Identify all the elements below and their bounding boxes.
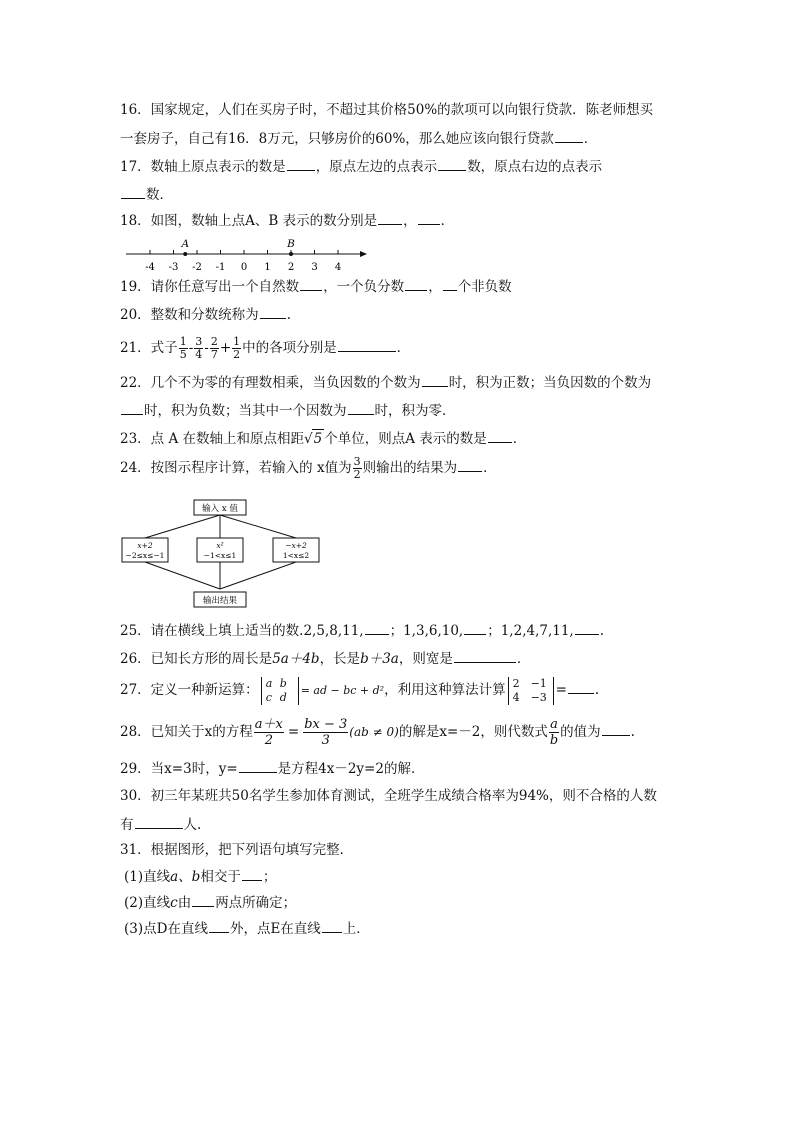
determinant-numbers: 2 −1 4 −3 bbox=[508, 677, 554, 705]
answer-blank[interactable] bbox=[338, 338, 396, 352]
question-26-line bbox=[120, 649, 530, 668]
q24-text-2: 则输出的结果为 bbox=[362, 460, 458, 476]
answer-blank[interactable] bbox=[602, 722, 630, 736]
axis-tick-label: 1 bbox=[264, 262, 271, 273]
q22-text-2: 时，积为正数；当负因数的个数为 bbox=[448, 375, 652, 391]
q31-text-1: 31．根据图形，把下列语句填写完整． bbox=[120, 842, 354, 858]
flow-mid-expr: x² bbox=[216, 541, 224, 550]
axis-tick-label: 4 bbox=[334, 262, 342, 273]
axis-tick-label: -3 bbox=[168, 262, 179, 273]
q28-text-2: 的解是x=－2，则代数式 bbox=[398, 724, 548, 740]
answer-blank[interactable] bbox=[121, 401, 143, 415]
q26-text-3: ，则宽是 bbox=[398, 651, 453, 667]
question-24-line bbox=[120, 453, 497, 483]
q18-text-3: ． bbox=[440, 213, 455, 229]
answer-blank[interactable] bbox=[405, 277, 427, 291]
q17-text-2: ，原点左边的点表示 bbox=[315, 159, 438, 175]
q31-item-1-end: ； bbox=[262, 869, 277, 885]
axis-tick-label: -4 bbox=[145, 262, 155, 273]
question-20-line bbox=[120, 305, 291, 324]
q21-text-1: 21．式子 bbox=[120, 340, 178, 356]
question-30-line-2 bbox=[120, 815, 201, 834]
q22-text-3: 时，积为负数；当其中一个因数为 bbox=[144, 403, 347, 419]
q31-item-1-text-b: 相交于 bbox=[200, 869, 241, 885]
math-variables: c bbox=[170, 895, 178, 911]
q24-text-1: 24．按图示程序计算，若输入的 x值为 bbox=[120, 460, 352, 476]
q19-text-3: ， bbox=[428, 279, 442, 295]
axis-tick-label: -1 bbox=[215, 262, 226, 273]
question-21-line bbox=[120, 333, 410, 363]
q30-text-1: 30．初三年某班共50名学生参加体育测试，全班学生成绩合格率为94%，则不合格的人数 bbox=[120, 788, 657, 804]
fraction: $\frac{1}{2}$ bbox=[233, 335, 241, 361]
q27-text-3: . bbox=[594, 682, 600, 698]
q31-item-1-text: (1)直线 bbox=[124, 869, 171, 885]
answer-blank[interactable] bbox=[458, 458, 482, 472]
operator: - bbox=[204, 340, 209, 356]
q17-text-4: 数． bbox=[146, 187, 173, 203]
answer-blank[interactable] bbox=[568, 680, 594, 694]
condition-text: (ab ≠ 0) bbox=[349, 725, 399, 739]
answer-blank[interactable] bbox=[135, 815, 183, 829]
q16-text-1: 16．国家规定，人们在买房子时，不超过其价格50%的款项可以向银行贷款．陈老师想买 bbox=[120, 102, 654, 118]
answer-blank[interactable] bbox=[418, 211, 440, 225]
q23-text-2: 个单位，则点A 表示的数是 bbox=[324, 431, 487, 447]
q17-text-3: 数，原点右边的点表示 bbox=[467, 159, 603, 175]
q25-text-4: . bbox=[599, 623, 605, 639]
question-28-line bbox=[120, 715, 635, 749]
equals-sign: = bbox=[555, 682, 567, 698]
determinant-abcd: a b c d bbox=[261, 677, 299, 705]
q29-text-1: 29．当x=3时，y= bbox=[120, 761, 238, 777]
operator: - bbox=[188, 340, 194, 356]
point-b-label: B bbox=[287, 238, 295, 250]
q17-text-1: 17．数轴上原点表示的数是 bbox=[120, 159, 286, 175]
flow-right-expr: −x+2 bbox=[285, 541, 307, 550]
q19-text-4: 个非负数 bbox=[457, 279, 512, 295]
q18-text-1: 18．如图，数轴上点A、B 表示的数分别是 bbox=[120, 213, 378, 229]
q31-item-2-end: 两点所确定； bbox=[215, 895, 297, 911]
question-25-line bbox=[120, 621, 604, 640]
axis-tick-label: -2 bbox=[192, 262, 202, 273]
point-a-dot bbox=[183, 252, 187, 256]
question-18-line bbox=[120, 211, 454, 230]
q30-text-3: 人. bbox=[183, 817, 202, 833]
answer-blank[interactable] bbox=[121, 185, 145, 199]
question-16-line-2 bbox=[120, 129, 597, 148]
q16-end: ． bbox=[583, 131, 598, 147]
answer-blank[interactable] bbox=[575, 621, 599, 635]
answer-blank[interactable] bbox=[209, 919, 229, 933]
fraction: $\frac{a}{b}$ bbox=[549, 717, 559, 748]
answer-blank[interactable] bbox=[438, 157, 466, 171]
answer-blank[interactable] bbox=[300, 277, 322, 291]
sqrt-radicand: 5 bbox=[313, 431, 323, 447]
answer-blank[interactable] bbox=[365, 621, 389, 635]
flow-left-cond: −2≤x≤−1 bbox=[125, 551, 165, 560]
q28-text-4: . bbox=[630, 724, 635, 740]
question-31-item-2 bbox=[124, 893, 296, 912]
program-flowchart bbox=[118, 495, 328, 615]
q27-text-2: ，利用这种算法计算 bbox=[384, 682, 506, 698]
answer-blank[interactable] bbox=[443, 277, 457, 291]
question-17-line-1 bbox=[120, 157, 602, 176]
answer-blank[interactable] bbox=[348, 401, 374, 415]
answer-blank[interactable] bbox=[287, 157, 315, 171]
answer-blank[interactable] bbox=[322, 919, 342, 933]
fraction: $\frac{bx - 3}{3}$ bbox=[304, 717, 348, 748]
axis-arrow-icon bbox=[360, 251, 367, 257]
question-31-item-3 bbox=[124, 919, 370, 938]
question-22-line-2 bbox=[120, 401, 456, 420]
q26-text-4: ． bbox=[516, 651, 531, 667]
fraction: $\frac{3}{4}$ bbox=[195, 335, 203, 361]
q24-text-3: ． bbox=[483, 460, 497, 476]
q26-text-2: ，长是 bbox=[319, 651, 361, 667]
math-expression: b＋3a bbox=[360, 651, 399, 667]
q31-item-2-text: (2)直线 bbox=[124, 895, 171, 911]
flow-left-expr: x+2 bbox=[137, 541, 153, 550]
q25-text-3: ；1,2,4,7,11, bbox=[487, 623, 574, 639]
flow-mid-cond: −1<x≤1 bbox=[203, 551, 237, 560]
q23-text-3: ． bbox=[512, 431, 527, 447]
answer-blank[interactable] bbox=[464, 621, 486, 635]
question-22-line-1 bbox=[120, 373, 651, 392]
question-31-item-1 bbox=[124, 867, 276, 886]
fraction: $\frac{2}{7}$ bbox=[210, 335, 218, 361]
axis-tick-label: 0 bbox=[240, 262, 248, 273]
q29-text-2: 是方程4x－2y=2的解． bbox=[277, 761, 425, 777]
operation-definition: = ad − bc + d² bbox=[300, 684, 385, 697]
point-b-dot bbox=[289, 252, 293, 256]
q21-text-3: ． bbox=[396, 340, 411, 356]
math-variables: a、b bbox=[170, 869, 201, 885]
q26-text-1: 26．已知长方形的周长是 bbox=[120, 651, 273, 667]
q31-item-3-text: (3)点D在直线 bbox=[124, 921, 208, 937]
answer-blank[interactable] bbox=[422, 373, 448, 387]
question-16-line-1 bbox=[120, 101, 653, 119]
q25-text-1: 25．请在横线上填上适当的数.2,5,8,11, bbox=[120, 623, 364, 639]
q25-text-2: ；1,3,6,10, bbox=[389, 623, 464, 639]
q31-item-3-text-b: 外，点E在直线 bbox=[229, 921, 321, 937]
question-17-line-2 bbox=[120, 185, 173, 204]
flow-right-cond: 1<x≤2 bbox=[282, 551, 310, 560]
fraction: $\frac{a+x}{2}$ bbox=[254, 717, 283, 748]
question-31-line bbox=[120, 841, 353, 859]
q27-text-1: 27．定义一种新运算： bbox=[120, 682, 259, 698]
q31-item-2-text-b: 由 bbox=[177, 895, 192, 911]
answer-blank[interactable] bbox=[260, 305, 286, 319]
operator: + bbox=[219, 340, 232, 356]
answer-blank[interactable] bbox=[488, 429, 512, 443]
answer-blank[interactable] bbox=[239, 759, 277, 773]
flow-input-label: 输入 x 值 bbox=[202, 504, 238, 514]
axis-tick-label: 2 bbox=[287, 262, 295, 273]
q18-text-2: ， bbox=[403, 213, 417, 229]
fraction: $\frac{1}{5}$ bbox=[179, 335, 187, 361]
question-19-line bbox=[120, 277, 512, 296]
q31-item-3-end: 上． bbox=[342, 921, 370, 937]
point-a-label: A bbox=[181, 238, 190, 250]
q23-text-1: 23．点 A 在数轴上和原点相距 bbox=[120, 431, 305, 447]
question-23-line bbox=[120, 429, 526, 448]
number-line-figure bbox=[118, 232, 378, 274]
answer-blank[interactable] bbox=[192, 893, 214, 907]
q22-text-4: 时，积为零． bbox=[374, 403, 456, 419]
answer-blank[interactable] bbox=[378, 211, 402, 225]
q28-text-1: 28．已知关于x的方程 bbox=[120, 724, 253, 740]
q20-text-2: . bbox=[286, 307, 291, 323]
question-29-line bbox=[120, 759, 424, 778]
answer-blank[interactable] bbox=[242, 867, 262, 881]
question-30-line-1 bbox=[120, 787, 657, 805]
fraction: $\frac{3}{2}$ bbox=[353, 455, 361, 481]
answer-blank[interactable] bbox=[555, 129, 583, 143]
q20-text-1: 20．整数和分数统称为 bbox=[120, 307, 259, 323]
q22-text-1: 22．几个不为零的有理数相乘，当负因数的个数为 bbox=[120, 375, 421, 391]
axis-tick-label: 3 bbox=[311, 262, 318, 273]
question-27-line bbox=[120, 673, 599, 708]
answer-blank[interactable] bbox=[454, 649, 516, 663]
q19-text-1: 19．请你任意写出一个自然数 bbox=[120, 279, 300, 295]
q30-text-2: 有 bbox=[120, 817, 134, 833]
q16-text-2: 一套房子，自己有16．8万元，只够房价的60%，那么她应该向银行贷款 bbox=[120, 131, 554, 147]
q28-text-3: 的值为 bbox=[560, 724, 601, 740]
q19-text-2: ，一个负分数 bbox=[323, 279, 405, 295]
q21-text-2: 中的各项分别是 bbox=[242, 340, 337, 356]
equals-sign: = bbox=[287, 724, 300, 740]
sqrt-sign: √ bbox=[304, 431, 313, 447]
math-expression: 5a＋4b bbox=[272, 651, 320, 667]
flow-output-label: 输出结果 bbox=[202, 596, 238, 606]
